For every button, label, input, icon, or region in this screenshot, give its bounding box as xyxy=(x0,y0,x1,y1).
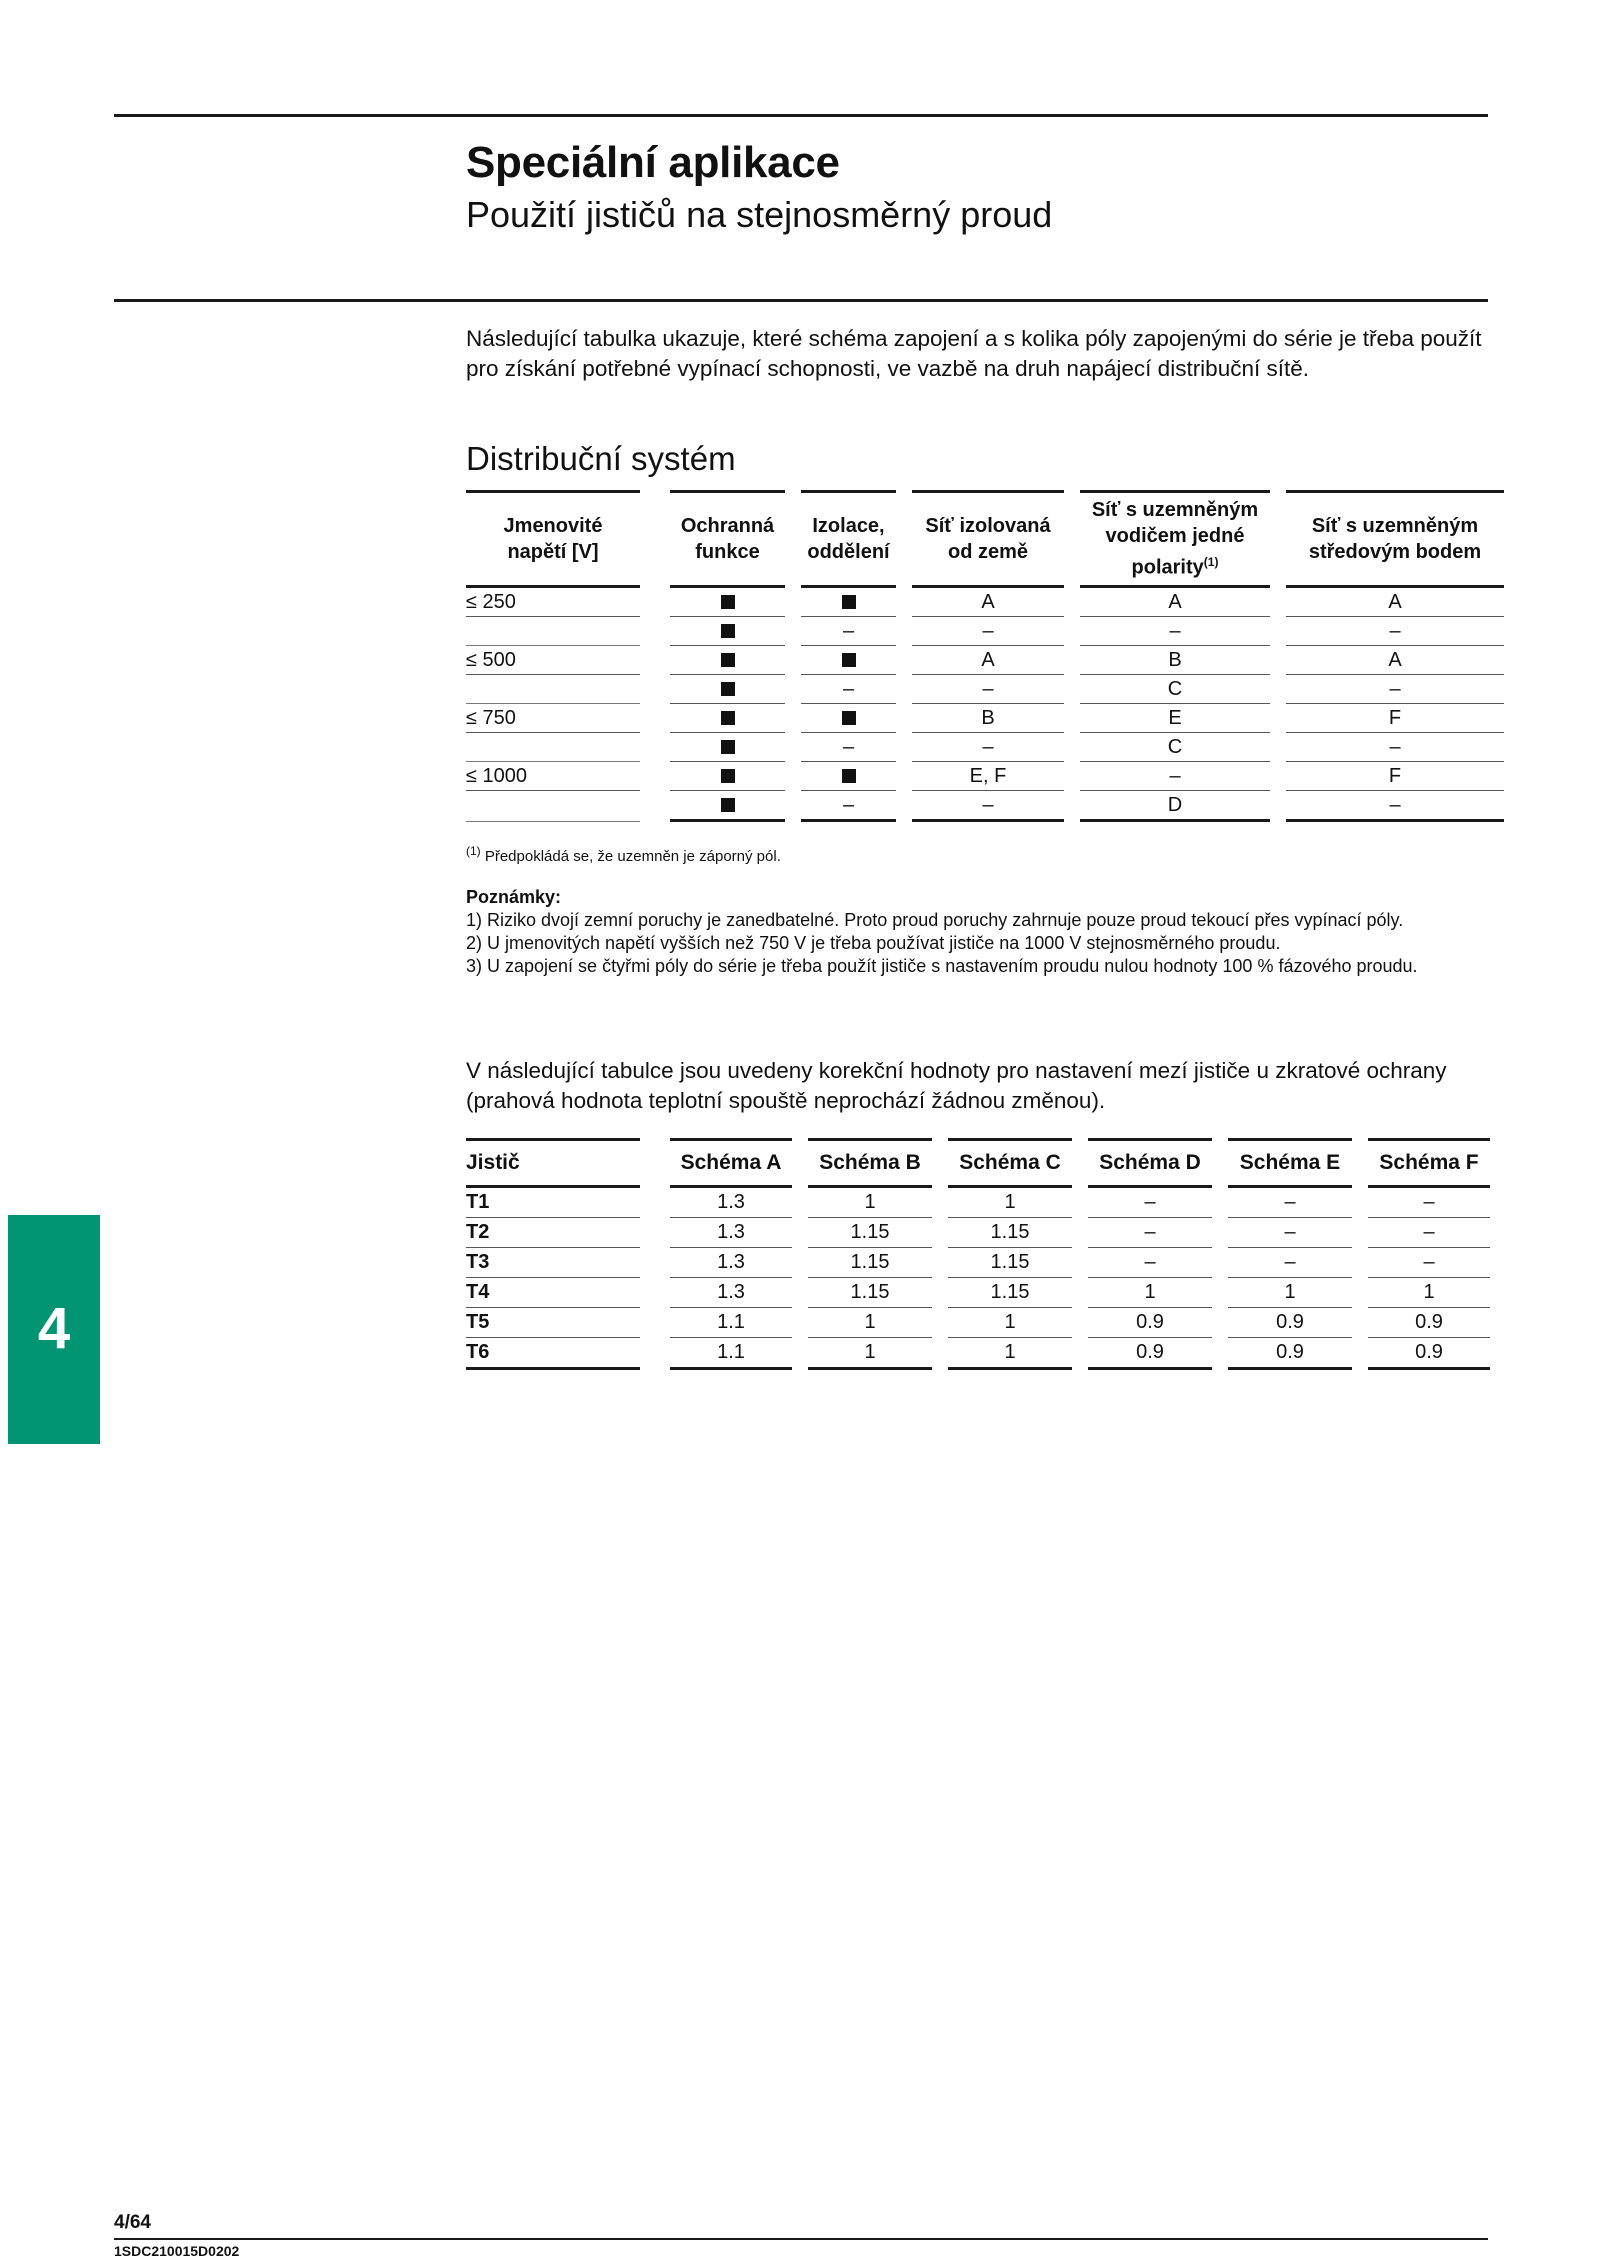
grounded-pole-network-cell: – xyxy=(1080,617,1270,646)
col-header-scheme: Schéma C xyxy=(948,1138,1072,1188)
col-header-breaker: Jistič xyxy=(466,1138,640,1188)
isolation-cell: – xyxy=(801,675,896,704)
table-row xyxy=(466,617,1504,646)
midpoint-network-cell: – xyxy=(1286,675,1504,704)
correction-value-cell: 1 xyxy=(1368,1278,1490,1308)
midpoint-network-cell: A xyxy=(1286,588,1504,617)
correction-value-cell: 0.9 xyxy=(1368,1338,1490,1370)
correction-value-cell: 0.9 xyxy=(1228,1308,1352,1338)
correction-value-cell: 0.9 xyxy=(1088,1338,1212,1370)
correction-value-cell: 1.3 xyxy=(670,1218,792,1248)
isolation-cell xyxy=(801,704,896,733)
distribution-table-heading: Distribuční systém xyxy=(466,440,736,477)
document-code: 1SDC210015D0202 xyxy=(114,2243,240,2259)
isolation-cell xyxy=(801,646,896,675)
filled-square-mark xyxy=(721,653,735,667)
correction-value-cell: – xyxy=(1088,1188,1212,1218)
breaker-name-cell: T3 xyxy=(466,1248,640,1278)
protective-function-cell xyxy=(670,588,785,617)
correction-value-cell: – xyxy=(1368,1218,1490,1248)
col-header-voltage: Jmenovité napětí [V] xyxy=(466,490,640,588)
col-header-midpoint-network: Síť s uzemněným středovým bodem xyxy=(1286,490,1504,588)
correction-value-cell: 1 xyxy=(1088,1278,1212,1308)
breaker-name-cell: T1 xyxy=(466,1188,640,1218)
col-header-scheme: Schéma E xyxy=(1228,1138,1352,1188)
top-rule xyxy=(114,114,1488,117)
filled-square-mark xyxy=(721,769,735,783)
protective-function-cell xyxy=(670,675,785,704)
protective-function-cell xyxy=(670,733,785,762)
correction-table-header xyxy=(466,1138,1490,1188)
table-row xyxy=(466,1308,1490,1338)
col-header-isolation: Izolace, oddělení xyxy=(801,490,896,588)
col-header-scheme: Schéma D xyxy=(1088,1138,1212,1188)
correction-value-cell: – xyxy=(1368,1248,1490,1278)
distribution-table-header xyxy=(466,490,1504,588)
table-row xyxy=(466,646,1504,675)
voltage-cell xyxy=(466,675,640,704)
correction-value-cell: 1 xyxy=(808,1338,932,1370)
protective-function-cell xyxy=(670,617,785,646)
table-row xyxy=(466,1338,1490,1370)
grounded-pole-network-cell: B xyxy=(1080,646,1270,675)
table-row xyxy=(466,791,1504,822)
isolated-network-cell: – xyxy=(912,617,1064,646)
table-row xyxy=(466,733,1504,762)
filled-square-mark xyxy=(721,798,735,812)
breaker-name-cell: T5 xyxy=(466,1308,640,1338)
isolation-cell xyxy=(801,762,896,791)
isolated-network-cell: – xyxy=(912,791,1064,822)
midpoint-network-cell: F xyxy=(1286,762,1504,791)
table-row xyxy=(466,1188,1490,1218)
chapter-number: 4 xyxy=(37,1296,71,1361)
intro-paragraph: Následující tabulka ukazuje, které schéma zapojení a s kolika póly zapojenými do série je třeba použít pro získání potřebné vypínací schopnosti, ve vazbě na druh napájecí distribuční sítě. xyxy=(466,326,1482,381)
midpoint-network-cell: A xyxy=(1286,646,1504,675)
filled-square-mark xyxy=(721,740,735,754)
filled-square-mark xyxy=(842,653,856,667)
correction-value-cell: 0.9 xyxy=(1228,1338,1352,1370)
correction-value-cell: 1 xyxy=(808,1188,932,1218)
col-header-scheme: Schéma F xyxy=(1368,1138,1490,1188)
filled-square-mark xyxy=(842,711,856,725)
isolated-network-cell: B xyxy=(912,704,1064,733)
col-header-grounded-pole-network: Síť s uzemněným vodičem jedné polarity$^{(1)}$ xyxy=(1080,490,1270,588)
protective-function-cell xyxy=(670,646,785,675)
chapter-tab xyxy=(8,1215,100,1444)
isolated-network-cell: A xyxy=(912,646,1064,675)
protective-function-cell xyxy=(670,704,785,733)
col-header-scheme: Schéma A xyxy=(670,1138,792,1188)
page-number: 4/64 xyxy=(114,2212,151,2233)
correction-value-cell: 0.9 xyxy=(1368,1308,1490,1338)
filled-square-mark xyxy=(721,624,735,638)
note-item: 2) U jmenovitých napětí vyšších než 750 V je třeba používat jističe na 1000 V stejnosměrného proudu. xyxy=(466,933,1281,953)
correction-value-cell: – xyxy=(1088,1218,1212,1248)
table-footnote: $^{(1)}$ Předpokládá se, že uzemněn je záporný pól. xyxy=(466,844,781,865)
header-bottom-rule xyxy=(114,299,1488,302)
correction-value-cell: 1.15 xyxy=(808,1248,932,1278)
correction-value-cell: – xyxy=(1088,1248,1212,1278)
protective-function-cell xyxy=(670,791,785,822)
correction-value-cell: 1 xyxy=(948,1338,1072,1370)
voltage-cell: ≤ 1000 xyxy=(466,762,640,791)
col-header-scheme: Schéma B xyxy=(808,1138,932,1188)
midpoint-network-cell: – xyxy=(1286,617,1504,646)
filled-square-mark xyxy=(842,595,856,609)
correction-value-cell: 1.15 xyxy=(808,1218,932,1248)
voltage-cell: ≤ 750 xyxy=(466,704,640,733)
note-item: 3) U zapojení se čtyřmi póly do série je třeba použít jističe s nastavením proudu nulou hodnoty 100 % fázového proudu. xyxy=(466,956,1418,976)
table-row xyxy=(466,1218,1490,1248)
correction-value-cell: 1.3 xyxy=(670,1278,792,1308)
grounded-pole-network-cell: C xyxy=(1080,675,1270,704)
correction-value-cell: 1 xyxy=(948,1308,1072,1338)
correction-value-cell: 1.1 xyxy=(670,1338,792,1370)
filled-square-mark xyxy=(721,682,735,696)
table-row xyxy=(466,1248,1490,1278)
voltage-cell: ≤ 250 xyxy=(466,588,640,617)
midpoint-network-cell: – xyxy=(1286,733,1504,762)
breaker-name-cell: T6 xyxy=(466,1338,640,1370)
correction-value-cell: 1 xyxy=(808,1308,932,1338)
grounded-pole-network-cell: E xyxy=(1080,704,1270,733)
notes-heading: Poznámky: xyxy=(466,887,562,907)
col-header-isolated-network: Síť izolovaná od země xyxy=(912,490,1064,588)
voltage-cell: ≤ 500 xyxy=(466,646,640,675)
footer-rule xyxy=(114,2238,1488,2240)
breaker-name-cell: T4 xyxy=(466,1278,640,1308)
correction-value-cell: – xyxy=(1228,1248,1352,1278)
isolated-network-cell: – xyxy=(912,675,1064,704)
midpoint-network-cell: – xyxy=(1286,791,1504,822)
grounded-pole-network-cell: A xyxy=(1080,588,1270,617)
midpoint-network-cell: F xyxy=(1286,704,1504,733)
table-row xyxy=(466,588,1504,617)
notes-block xyxy=(466,886,1418,978)
correction-value-cell: – xyxy=(1228,1188,1352,1218)
isolation-cell: – xyxy=(801,733,896,762)
grounded-pole-network-cell: D xyxy=(1080,791,1270,822)
filled-square-mark xyxy=(721,595,735,609)
table-row xyxy=(466,704,1504,733)
correction-table xyxy=(466,1138,1490,1370)
isolated-network-cell: A xyxy=(912,588,1064,617)
voltage-cell xyxy=(466,791,640,822)
distribution-table xyxy=(466,490,1504,822)
correction-value-cell: 1.15 xyxy=(808,1278,932,1308)
grounded-pole-network-cell: C xyxy=(1080,733,1270,762)
filled-square-mark xyxy=(721,711,735,725)
correction-value-cell: 1.15 xyxy=(948,1218,1072,1248)
correction-value-cell: 1.3 xyxy=(670,1188,792,1218)
voltage-cell xyxy=(466,733,640,762)
col-header-protective-function: Ochranná funkce xyxy=(670,490,785,588)
correction-value-cell: 1 xyxy=(1228,1278,1352,1308)
note-item: 1) Riziko dvojí zemní poruchy je zanedbatelné. Proto proud poruchy zahrnuje pouze proud tekoucí přes vypínací póly. xyxy=(466,910,1404,930)
table-row xyxy=(466,675,1504,704)
correction-intro-paragraph: V následující tabulce jsou uvedeny korekční hodnoty pro nastavení mezí jističe u zkratové ochrany (prahová hodnota teplotní spouště neprochází žádnou změnou). xyxy=(466,1058,1447,1113)
correction-value-cell: 1.15 xyxy=(948,1248,1072,1278)
table-row xyxy=(466,1278,1490,1308)
page-title: Speciální aplikace xyxy=(466,138,840,187)
correction-value-cell: 0.9 xyxy=(1088,1308,1212,1338)
protective-function-cell xyxy=(670,762,785,791)
correction-value-cell: 1.3 xyxy=(670,1248,792,1278)
correction-value-cell: 1.1 xyxy=(670,1308,792,1338)
page-subtitle: Použití jističů na stejnosměrný proud xyxy=(466,194,1053,235)
breaker-name-cell: T2 xyxy=(466,1218,640,1248)
correction-value-cell: – xyxy=(1228,1218,1352,1248)
voltage-cell xyxy=(466,617,640,646)
table-row xyxy=(466,762,1504,791)
correction-value-cell: 1.15 xyxy=(948,1278,1072,1308)
filled-square-mark xyxy=(842,769,856,783)
correction-value-cell: – xyxy=(1368,1188,1490,1218)
isolation-cell xyxy=(801,588,896,617)
isolation-cell: – xyxy=(801,791,896,822)
correction-value-cell: 1 xyxy=(948,1188,1072,1218)
isolation-cell: – xyxy=(801,617,896,646)
isolated-network-cell: E, F xyxy=(912,762,1064,791)
grounded-pole-network-cell: – xyxy=(1080,762,1270,791)
isolated-network-cell: – xyxy=(912,733,1064,762)
